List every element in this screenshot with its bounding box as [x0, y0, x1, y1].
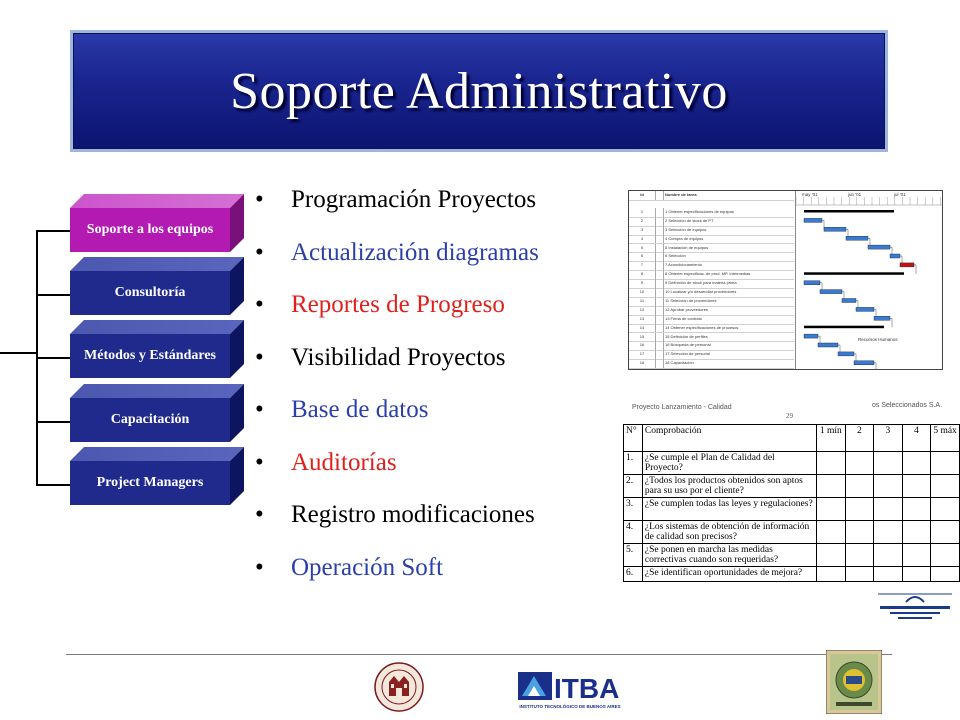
- gantt-row-id: 10: [629, 288, 656, 297]
- checklist-cell[interactable]: [931, 452, 960, 475]
- gantt-task-bar: [900, 263, 914, 267]
- gantt-row-id: 15: [629, 333, 656, 342]
- gantt-task-bar: [818, 343, 838, 347]
- gantt-row-id: 4: [629, 235, 656, 244]
- gantt-row-id: 3: [629, 226, 656, 235]
- gantt-period-label: jun '01: [848, 192, 862, 197]
- gantt-row-id: 6: [629, 252, 656, 261]
- checklist-cell[interactable]: [874, 544, 903, 567]
- gantt-period-label: may '01: [802, 192, 818, 197]
- checklist-cell[interactable]: [874, 475, 903, 498]
- checklist-table: [623, 424, 960, 582]
- gantt-row-name: 16 Búsqueda de personal: [665, 342, 711, 348]
- bullet-item: • Visibilidad Proyectos: [255, 336, 539, 389]
- itba-logo-icon: [518, 664, 622, 704]
- university-seal-icon: [374, 662, 424, 712]
- nav-box-top: [70, 320, 244, 334]
- gantt-row-id: 12: [629, 306, 656, 315]
- gantt-row-indicator: [655, 235, 664, 244]
- gantt-row-indicator: [655, 333, 664, 342]
- bullet-item: • Programación Proyectos: [255, 178, 539, 231]
- gantt-header-name: Nombre de tarea: [665, 192, 697, 197]
- gantt-row: [629, 359, 794, 369]
- checklist-cell[interactable]: [816, 498, 845, 521]
- gantt-bars: [795, 191, 943, 369]
- gantt-row-id: 18: [629, 359, 656, 368]
- bullet-item: • Base de datos: [255, 388, 539, 441]
- gantt-row-name: 7 Acondicionamiento: [665, 262, 702, 268]
- gantt-row-id: 17: [629, 350, 656, 359]
- gantt-row-name: 13 Firma de contrato: [665, 315, 702, 321]
- page-title: Soporte Administrativo: [230, 62, 728, 120]
- nav-label: Capacitación: [70, 398, 230, 442]
- title-banner-inner: [73, 33, 885, 149]
- gantt-row-indicator: [655, 315, 664, 324]
- gantt-row-indicator: [655, 288, 664, 297]
- nav-capacitacion[interactable]: [70, 384, 244, 427]
- nav-box-top: [70, 447, 244, 461]
- checklist-cell[interactable]: [816, 567, 845, 582]
- gantt-task-bar: [868, 245, 890, 249]
- checklist-header-score: 1 mín: [816, 425, 845, 452]
- gantt-row-indicator: [655, 359, 664, 368]
- checklist-header-item: Comprobación: [642, 425, 816, 452]
- gantt-row-name: 5 Instalación de equipos: [665, 244, 709, 250]
- bullet-item: • Reportes de Progreso: [255, 283, 539, 336]
- checklist-row-text: ¿Los sistemas de obtención de información de calidad son precisos?: [642, 521, 816, 544]
- checklist-cell[interactable]: [816, 452, 845, 475]
- nav-label: Soporte a los equipos: [70, 208, 230, 252]
- nav-connector-stub: [0, 352, 36, 354]
- checklist-cell[interactable]: [816, 544, 845, 567]
- gantt-dependency-arrow: [914, 265, 916, 274]
- gantt-row-indicator: [655, 324, 664, 333]
- checklist-header-row: [624, 425, 960, 452]
- nav-metodos-estandares[interactable]: [70, 320, 244, 363]
- gantt-chart: [628, 190, 943, 370]
- checklist-row: [624, 452, 960, 475]
- gantt-task-bar: [838, 352, 854, 356]
- gantt-row-indicator: [655, 261, 664, 270]
- gantt-summary-bar: [804, 272, 904, 275]
- checklist-cell[interactable]: [845, 498, 874, 521]
- checklist-cell[interactable]: [902, 498, 931, 521]
- gantt-task-bar: [804, 281, 820, 285]
- gantt-row-name: 6 Selección: [665, 253, 686, 259]
- title-banner: [70, 30, 888, 152]
- checklist-row-text: ¿Se identifican oportunidades de mejora?: [642, 567, 816, 582]
- checklist-cell[interactable]: [845, 475, 874, 498]
- gantt-row-name: 8 Obtener especificac. de prod. MP. Intermedias: [665, 271, 751, 277]
- gantt-dependency-arrow: [822, 220, 824, 229]
- nav-label: Project Managers: [70, 461, 230, 505]
- project-emblem-icon: [826, 650, 882, 714]
- checklist-row: [624, 498, 960, 521]
- gantt-task-bar: [890, 254, 900, 258]
- checklist-cell[interactable]: [931, 498, 960, 521]
- checklist-row: [624, 475, 960, 498]
- checklist-header-score: 5 máx: [931, 425, 960, 452]
- gantt-task-bar: [874, 316, 890, 320]
- nav-connector-branch: [36, 230, 70, 232]
- gantt-row-indicator: [655, 341, 664, 350]
- checklist-row: [624, 567, 960, 582]
- bullet-item: • Auditorías: [255, 441, 539, 494]
- gantt-row-indicator: [655, 252, 664, 261]
- gantt-row-name: 18 Capacitación: [665, 360, 694, 366]
- nav-box-top: [70, 384, 244, 398]
- gantt-task-bar: [842, 299, 856, 303]
- checklist-row-num: 5.: [624, 544, 643, 567]
- gantt-row-name: 17 Selección de personal: [665, 351, 710, 357]
- checklist-right-note: os Seleccionados S.A.: [872, 402, 943, 409]
- gantt-info-icon: [655, 191, 664, 200]
- bullet-item: • Registro modificaciones: [255, 493, 539, 546]
- checklist-row-num: 4.: [624, 521, 643, 544]
- bullet-item: • Operación Soft: [255, 546, 539, 599]
- gantt-row-id: 5: [629, 244, 656, 253]
- gantt-row-id: 1: [629, 208, 656, 217]
- checklist-row-text: ¿Se ponen en marcha las medidas correctivas cuando son requeridas?: [642, 544, 816, 567]
- gantt-row-id: 11: [629, 297, 656, 306]
- gantt-row-name: 9 Definición de stock para materia prima: [665, 280, 737, 286]
- gantt-dependency-arrow: [890, 318, 892, 327]
- gantt-row-id: 9: [629, 279, 656, 288]
- nav-connector-branch: [36, 484, 70, 486]
- nav-consultoria[interactable]: [70, 257, 244, 300]
- gantt-row-name: 1 Obtener especificaciones de equipos: [665, 208, 734, 214]
- checklist-cell[interactable]: [874, 521, 903, 544]
- gantt-row-indicator: [655, 226, 664, 235]
- itba-subtitle: INSTITUTO TECNOLÓGICO DE BUENOS AIRES: [519, 704, 621, 709]
- checklist-row-num: 3.: [624, 498, 643, 521]
- gantt-row-indicator: [655, 208, 664, 217]
- nav-connector-branch: [36, 421, 70, 423]
- gantt-row-id: 8: [629, 270, 656, 279]
- gantt-row-indicator: [655, 270, 664, 279]
- gantt-task-bar: [846, 236, 868, 240]
- footer-divider: [66, 654, 892, 655]
- checklist-cell[interactable]: [902, 567, 931, 582]
- checklist-cell[interactable]: [874, 452, 903, 475]
- checklist-header-score: 2: [845, 425, 874, 452]
- gantt-header-id: Id: [629, 191, 656, 200]
- checklist-row-num: 1.: [624, 452, 643, 475]
- checklist-cell[interactable]: [902, 452, 931, 475]
- checklist-header-score: 4: [902, 425, 931, 452]
- gantt-row-id: 2: [629, 217, 656, 226]
- gantt-task-bar: [820, 290, 842, 294]
- checklist-cell[interactable]: [902, 544, 931, 567]
- gantt-period-label: jul '01: [894, 192, 906, 197]
- checklist-cell[interactable]: [931, 544, 960, 567]
- checklist-cell[interactable]: [845, 521, 874, 544]
- nav-project-managers[interactable]: [70, 447, 244, 490]
- gantt-row-name: 11 Selección de proveedores: [665, 297, 717, 303]
- nav-box-top: [70, 257, 244, 271]
- company-logo-icon: [876, 588, 954, 622]
- checklist-row-text: ¿Se cumplen todas las leyes y regulaciones?: [642, 498, 816, 521]
- gantt-row-indicator: [655, 244, 664, 253]
- checklist-cell[interactable]: [845, 567, 874, 582]
- gantt-task-bar: [804, 218, 822, 222]
- checklist-header-score: 3: [874, 425, 903, 452]
- checklist-cell[interactable]: [931, 521, 960, 544]
- nav-label: Consultoría: [70, 271, 230, 315]
- checklist-row: [624, 544, 960, 567]
- bullet-list: [255, 178, 539, 598]
- checklist-row: [624, 521, 960, 544]
- checklist-cell[interactable]: [845, 452, 874, 475]
- gantt-resource-label: Recursos Humanos: [858, 337, 898, 342]
- gantt-row-indicator: [655, 306, 664, 315]
- checklist-cell[interactable]: [874, 498, 903, 521]
- gantt-header-row: [629, 191, 794, 201]
- checklist-page-number: 29: [786, 412, 793, 420]
- gantt-row-name: 15 Definición de perfiles: [665, 333, 708, 339]
- gantt-row-name: 10 Localizar y/o desarrollar proveedores: [665, 289, 737, 294]
- gantt-row-name: 4 Compra de equipos: [665, 235, 704, 241]
- gantt-task-bar: [824, 227, 846, 231]
- checklist-row-text: ¿Todos los productos obtenidos son aptos para su uso por el cliente?: [642, 475, 816, 498]
- gantt-row-indicator: [655, 350, 664, 359]
- gantt-row-id: 14: [629, 324, 656, 333]
- checklist-left-note: Proyecto Lanzamiento - Calidad: [632, 404, 732, 411]
- nav-box-top: [70, 194, 244, 208]
- gantt-row-indicator: [655, 217, 664, 226]
- gantt-dependency-arrow: [874, 363, 876, 369]
- gantt-task-bar: [854, 361, 874, 365]
- checklist-cell[interactable]: [902, 521, 931, 544]
- bullet-item: • Actualización diagramas: [255, 231, 539, 284]
- checklist-cell[interactable]: [816, 475, 845, 498]
- checklist-cell[interactable]: [845, 544, 874, 567]
- checklist-cell[interactable]: [931, 475, 960, 498]
- gantt-row-indicator: [655, 297, 664, 306]
- checklist-row-num: 2.: [624, 475, 643, 498]
- checklist-cell[interactable]: [931, 567, 960, 582]
- checklist-cell[interactable]: [816, 521, 845, 544]
- checklist-cell[interactable]: [874, 567, 903, 582]
- gantt-row-name: 14 Obtener especificaciones de procesos: [665, 324, 739, 330]
- nav-connector-branch: [36, 357, 70, 359]
- nav-label: Métodos y Estándares: [70, 334, 230, 378]
- gantt-row-name: 12 Aprobar proveedores: [665, 306, 708, 312]
- checklist-cell[interactable]: [902, 475, 931, 498]
- gantt-task-bar: [856, 307, 874, 311]
- itba-wordmark: ITBA: [554, 673, 620, 704]
- gantt-summary-bar: [804, 210, 894, 213]
- checklist-row-num: 6.: [624, 567, 643, 582]
- gantt-task-bar: [804, 334, 818, 338]
- gantt-row-name: 3 Selección de equipos: [665, 226, 707, 232]
- gantt-row-name: 2 Selección de stock de PT: [665, 217, 714, 223]
- checklist-header-num: N°: [624, 425, 643, 452]
- gantt-task-table: [629, 191, 794, 369]
- gantt-row-id: 16: [629, 341, 656, 350]
- gantt-row-id: 7: [629, 261, 656, 270]
- gantt-row-indicator: [655, 279, 664, 288]
- nav-soporte-equipos[interactable]: [70, 194, 244, 237]
- gantt-summary-bar: [804, 326, 884, 329]
- gantt-row-id: 13: [629, 315, 656, 324]
- checklist-row-text: ¿Se cumple el Plan de Calidad del Proyecto?: [642, 452, 816, 475]
- nav-connector-branch: [36, 294, 70, 296]
